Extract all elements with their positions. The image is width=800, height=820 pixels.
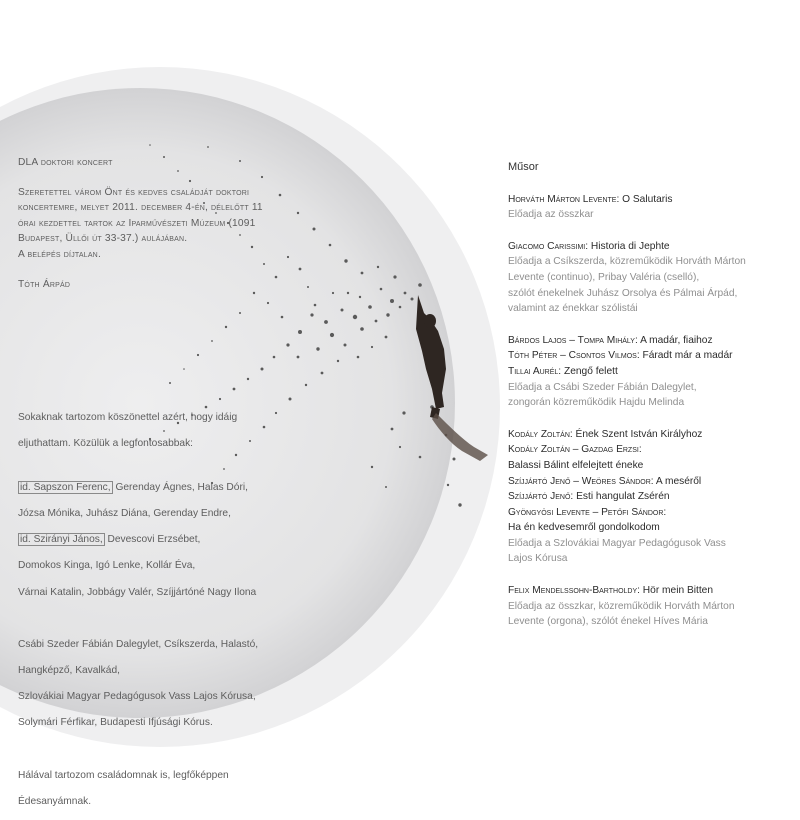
boxed-name-1: id. Sapszon Ferenc, <box>20 481 111 493</box>
program-item-1 <box>508 192 788 223</box>
thanks-line-5: Várnai Katalin, Jobbágy Valér, Szíjjártóné Nagy Ilona <box>18 586 257 598</box>
piece-title: Zengő felett <box>561 365 618 377</box>
composer: Bárdos Lajos – Tompa Mihály: <box>508 334 638 346</box>
piece-title: O Salutaris <box>619 193 673 205</box>
performers-line: Előadja a Csíkszerda, közreműködik Horváth Márton <box>508 256 746 268</box>
thanks-line-3 <box>18 532 293 548</box>
composer: Szíjjártó Jenő – Weöres Sándor: <box>508 475 654 487</box>
groups-line-3: Szlovákiai Magyar Pedagógusok Vass Lajos Kórusa, <box>18 691 256 703</box>
family-line-2: Édesanyámnak. <box>18 796 92 807</box>
performers-line: Előadja a Csábi Szeder Fábián Dalegylet, <box>508 381 697 393</box>
composer: Kodály Zoltán: <box>508 428 573 440</box>
acknowledgements <box>18 400 293 820</box>
performers-line: Előadja a Szlovákiai Magyar Pedagógusok Vass <box>508 537 726 549</box>
composer: Tillai Aurél: <box>508 365 562 377</box>
piece-title: Balassi Bálint elfelejtett éneke <box>508 459 644 471</box>
program-title: Műsor <box>508 161 539 173</box>
family-line-1: Hálával tartozom családomnak is, legfőképpen <box>18 769 229 781</box>
invitation-line-1: Szeretettel várom Önt és kedves családját doktori <box>18 186 250 198</box>
invitation-line-2: koncertemre, melyet 2011. december 4-én, délelőtt 11 <box>18 202 263 214</box>
program-item-5 <box>508 583 788 630</box>
composer: Szíjjártó Jenő: <box>508 491 574 503</box>
piece-title: Ha én kedvesemről gondolkodom <box>508 522 660 534</box>
performers-line: Levente (orgona), szólót énekel Híves Mária <box>508 616 708 628</box>
invitation-text <box>18 155 288 292</box>
performers-line: Levente (continuo), Pribay Valéria (cselló), <box>508 271 700 283</box>
invitation-line-4: Budapest, Üllői út 33-37.) aulájában. <box>18 233 188 245</box>
piece-title: Historia di Jephte <box>588 240 670 252</box>
piece-title: Ének Szent István Királyhoz <box>572 428 703 440</box>
groups-line-2: Hangképző, Kavalkád, <box>18 665 120 677</box>
piece-title: Hör mein Bitten <box>639 585 714 597</box>
thanks-line-2: Józsa Mónika, Juhász Diána, Gerenday Endre, <box>18 507 231 519</box>
signature: Tóth Árpád <box>18 278 71 290</box>
thanks-line-1-rest: Gerenday Ágnes, Halas Dóri, <box>112 481 248 493</box>
thanks-line-3-rest: Devescovi Erzsébet, <box>104 534 201 546</box>
boxed-name-2: id. Szirányi János, <box>20 534 103 546</box>
thanks-line-1 <box>18 480 293 496</box>
invitation-sheet <box>0 117 800 807</box>
program-item-3 <box>508 333 788 411</box>
composer: Giacomo Carissimi: <box>508 240 589 252</box>
piece-title: Fáradt már a madár <box>639 350 733 362</box>
performers-line: szólót énekelnek Juhász Orsolya és Pálmai Árpád, <box>508 287 738 299</box>
groups-line-4: Solymári Férfikar, Budapesti Ifjúsági Kórus. <box>18 717 213 729</box>
thanks-intro-2: eljuthattam. Közülük a legfontosabbak: <box>18 438 193 450</box>
program-item-2 <box>508 239 788 317</box>
piece-title: A madár, fiaihoz <box>637 334 713 346</box>
composer: Felix Mendelssohn-Bartholdy: <box>508 585 640 597</box>
invitation-line-5: A belépés díjtalan. <box>18 248 101 260</box>
piece-title: A meséről <box>653 475 702 487</box>
composer: Horváth Márton Levente: <box>508 193 620 205</box>
performers-line: Lajos Kórusa <box>508 553 568 565</box>
concert-heading: DLA doktori koncert <box>18 157 113 168</box>
piece-title: Esti hangulat Zsérén <box>573 491 670 503</box>
thanks-line-4: Domokos Kinga, Igó Lenke, Kollár Éva, <box>18 560 196 572</box>
program-item-4 <box>508 427 788 567</box>
thanks-intro-1: Sokaknak tartozom köszönettel azért, hogy idáig <box>18 412 238 424</box>
invitation-line-3: órai kezdettel tartok az Iparművészeti Múzeum (1091 <box>18 217 256 229</box>
composer: Kodály Zoltán – Gazdag Erzsi: <box>508 444 642 456</box>
performers-line: zongorán közreműködik Hajdu Melinda <box>508 397 685 409</box>
groups-line-1: Csábi Szeder Fábián Dalegylet, Csíkszerda, Halastó, <box>18 638 259 650</box>
performers-line: valamint az énekkar szólistái <box>508 303 638 315</box>
composer: Gyöngyösi Levente – Petőfi Sándor: <box>508 506 667 518</box>
composer: Tóth Péter – Csontos Vilmos: <box>508 350 640 362</box>
performers: Előadja az összkar <box>508 209 594 221</box>
performers-line: Előadja az összkar, közreműködik Horváth Márton <box>508 600 735 612</box>
program <box>508 160 788 646</box>
